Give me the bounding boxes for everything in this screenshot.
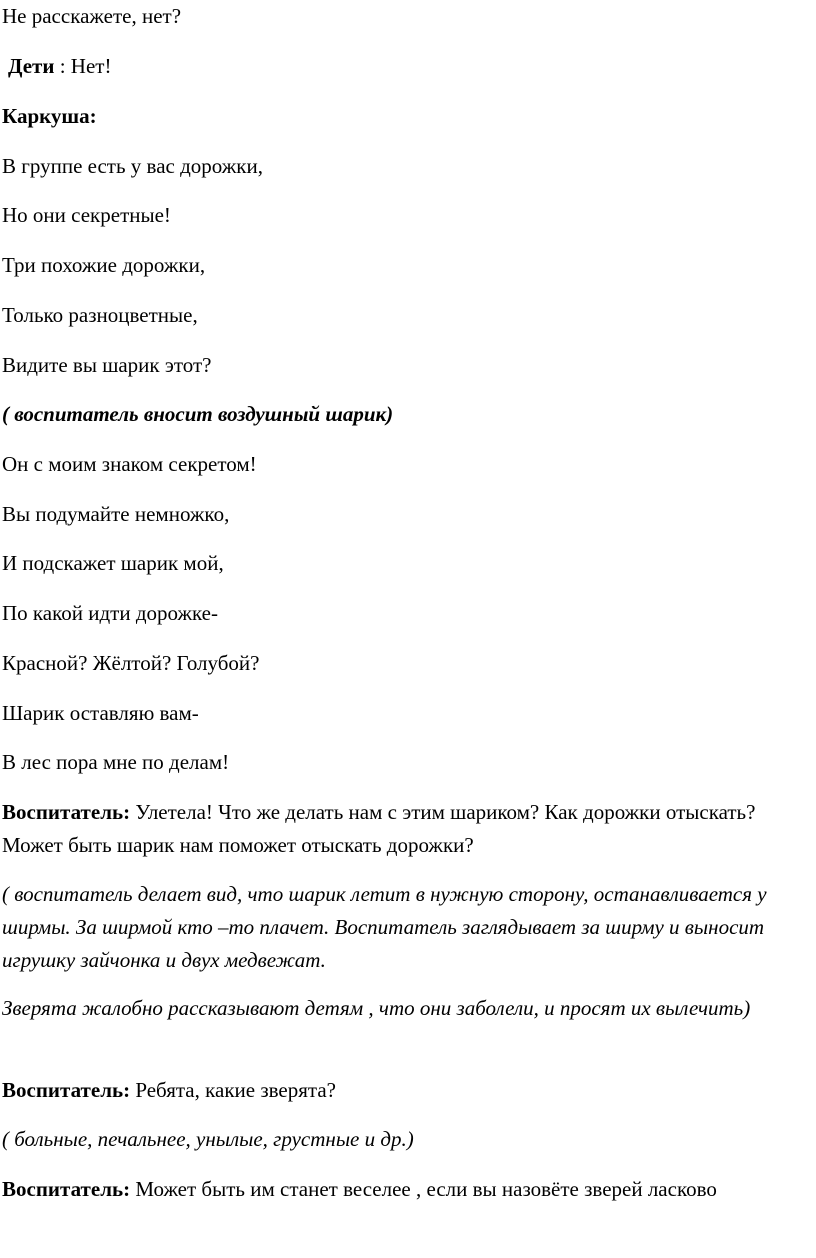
stage-direction <box>2 1123 776 1156</box>
verse-line <box>2 697 776 730</box>
stage-direction <box>2 992 776 1025</box>
teacher-remark <box>2 1173 776 1206</box>
verse-line <box>2 547 776 580</box>
speaker-label: Воспитатель: <box>2 800 131 824</box>
line-question <box>2 0 776 33</box>
verse-line <box>2 249 776 282</box>
teacher-remark <box>2 796 776 862</box>
line-text: Видите вы шарик этот? <box>2 353 212 377</box>
line-text: Улетела! Что же делать нам с этим шариком? Как дорожки отыскать? Может быть шарик нам поможет отыскать дорожки? <box>2 800 756 857</box>
line-text: Он с моим знаком секретом! <box>2 452 257 476</box>
line-text: В лес пора мне по делам! <box>2 750 230 774</box>
line-text: Только разноцветные, <box>2 303 198 327</box>
verse-line <box>2 150 776 183</box>
line-text: Зверята жалобно рассказывают детям , что они заболели, и просят их вылечить) <box>2 996 751 1020</box>
stage-direction <box>2 398 776 431</box>
teacher-remark <box>2 1074 776 1107</box>
line-text: Не расскажете, нет? <box>2 4 182 28</box>
speaker-label: Воспитатель: <box>2 1177 131 1201</box>
verse-line <box>2 597 776 630</box>
stage-direction <box>2 878 776 977</box>
verse-line <box>2 647 776 680</box>
verse-line <box>2 448 776 481</box>
line-text: Но они секретные! <box>2 203 171 227</box>
line-text: Может быть им станет веселее , если вы назовёте зверей ласково <box>130 1177 717 1201</box>
verse-line <box>2 498 776 531</box>
verse-line <box>2 299 776 332</box>
line-text: По какой идти дорожке- <box>2 601 218 625</box>
line-text: : Нет! <box>54 54 112 78</box>
speaker-heading <box>2 100 776 133</box>
line-text: ( воспитатель делает вид, что шарик летит в нужную сторону, останавливается у ширмы. За ширмой кто –то плачет. Воспитатель заглядывает за ширму и выносит игрушку зайчонка и двух медвежат. <box>2 882 767 972</box>
verse-line <box>2 349 776 382</box>
line-text: Ребята, какие зверята? <box>130 1078 336 1102</box>
line-text: Красной? Жёлтой? Голубой? <box>2 651 260 675</box>
line-text: ( воспитатель вносит воздушный шарик) <box>2 402 394 426</box>
speaker-label: Воспитатель: <box>2 1078 131 1102</box>
line-text: Три похожие дорожки, <box>2 253 206 277</box>
verse-line <box>2 199 776 232</box>
line-children-reply <box>8 50 776 83</box>
line-text: ( больные, печальнее, унылые, грустные и др.) <box>2 1127 414 1151</box>
line-text: Шарик оставляю вам- <box>2 701 199 725</box>
line-text: В группе есть у вас дорожки, <box>2 154 263 178</box>
speaker-label: Каркуша: <box>2 104 97 128</box>
line-text: И подскажет шарик мой, <box>2 551 224 575</box>
verse-line <box>2 746 776 779</box>
speaker-label: Дети <box>8 54 55 78</box>
line-text: Вы подумайте немножко, <box>2 502 230 526</box>
